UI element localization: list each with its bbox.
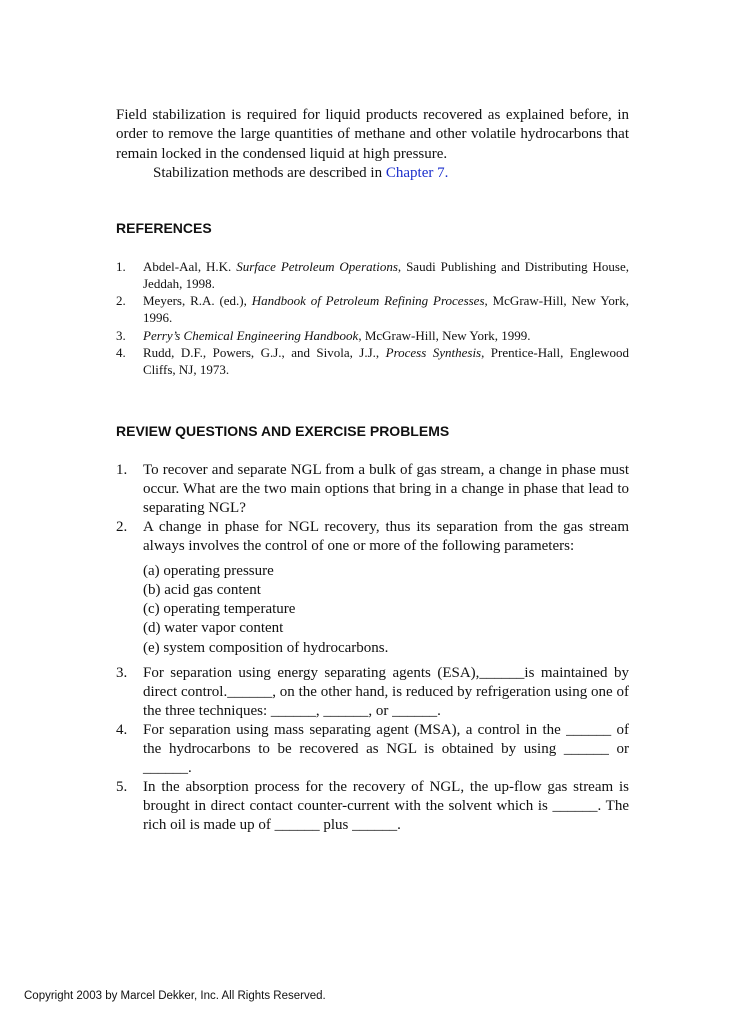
review-questions-list (116, 461, 629, 835)
reference-item (116, 258, 629, 292)
reference-title: Handbook of Petroleum Refining Processes (251, 293, 485, 309)
copyright-notice: Copyright 2003 by Marcel Dekker, Inc. All Rights Reserved. (24, 990, 326, 1002)
reference-item (116, 292, 629, 326)
option-item: (b) acid gas content (143, 582, 261, 599)
stabilization-text: Stabilization methods are described in (153, 164, 386, 181)
stabilization-line (116, 164, 629, 183)
question-item (116, 518, 629, 658)
reference-number: 1. (116, 259, 126, 275)
question-number: 3. (116, 664, 128, 681)
reference-item (116, 344, 629, 378)
question-text: For separation using energy separating agents (ESA),______is maintained by direct control.______, on the other hand, is reduced by refrigeration using one of the three techniques: ______, ______, or ______. (143, 664, 629, 719)
reference-number: 2. (116, 293, 126, 309)
question-text: A change in phase for NGL recovery, thus its separation from the gas stream always involves the control of one or more of the following parameters: (143, 518, 629, 554)
question-item (116, 664, 629, 721)
option-item: (a) operating pressure (143, 562, 274, 579)
reference-title: Perry’s Chemical Engineering Handbook (143, 327, 359, 343)
reference-authors: Abdel-Aal, H.K. (143, 259, 237, 275)
question-item (116, 778, 629, 835)
reference-number: 4. (116, 344, 126, 360)
question-number: 1. (116, 461, 128, 478)
reference-authors: Rudd, D.F., Powers, G.J., and Sivola, J.J., (143, 344, 386, 360)
parameter-options (143, 562, 629, 658)
page-body (116, 106, 629, 835)
question-number: 2. (116, 518, 128, 535)
question-text: For separation using mass separating agent (MSA), a control in the ______ of the hydrocarbons to be recovered as NGL is obtained by using ______ or ______. (143, 721, 629, 776)
references-heading: REFERENCES (116, 220, 212, 237)
review-heading: REVIEW QUESTIONS AND EXERCISE PROBLEMS (116, 422, 450, 439)
option-item: (e) system composition of hydrocarbons. (143, 639, 389, 656)
option-item: (c) operating temperature (143, 601, 296, 618)
reference-number: 3. (116, 327, 126, 343)
intro-paragraph: Field stabilization is required for liquid products recovered as explained before, in order to remove the large quantities of methane and other volatile hydrocarbons that remain locked in the condensed liquid at high pressure. (116, 107, 629, 162)
reference-title: Process Synthesis (385, 344, 482, 360)
chapter-7-link[interactable]: Chapter 7. (385, 164, 449, 181)
question-number: 4. (116, 721, 128, 738)
reference-item (116, 327, 629, 344)
reference-publisher: , Saudi Publishing and Distributing House, Jeddah, 1998. (143, 259, 630, 292)
reference-title: Surface Petroleum Operations (236, 259, 398, 275)
reference-publisher: , Prentice-Hall, Englewood Cliffs, NJ, 1973. (143, 344, 630, 377)
reference-publisher: , McGraw-Hill, New York, 1999. (358, 327, 531, 343)
reference-publisher: , McGraw-Hill, New York, 1996. (143, 293, 629, 326)
question-text: In the absorption process for the recovery of NGL, the up-flow gas stream is brought in direct contact counter-current with the solvent which is ______. The rich oil is made up of ______ plus ______. (143, 778, 629, 833)
question-text: To recover and separate NGL from a bulk of gas stream, a change in phase must occur. What are the two main options that bring in a change in phase that lead to separating NGL? (143, 461, 629, 516)
option-item: (d) water vapor content (143, 620, 284, 637)
question-item (116, 721, 629, 778)
references-list (116, 258, 629, 378)
question-item (116, 461, 629, 518)
question-number: 5. (116, 778, 128, 795)
reference-authors: Meyers, R.A. (ed.), (143, 293, 252, 309)
